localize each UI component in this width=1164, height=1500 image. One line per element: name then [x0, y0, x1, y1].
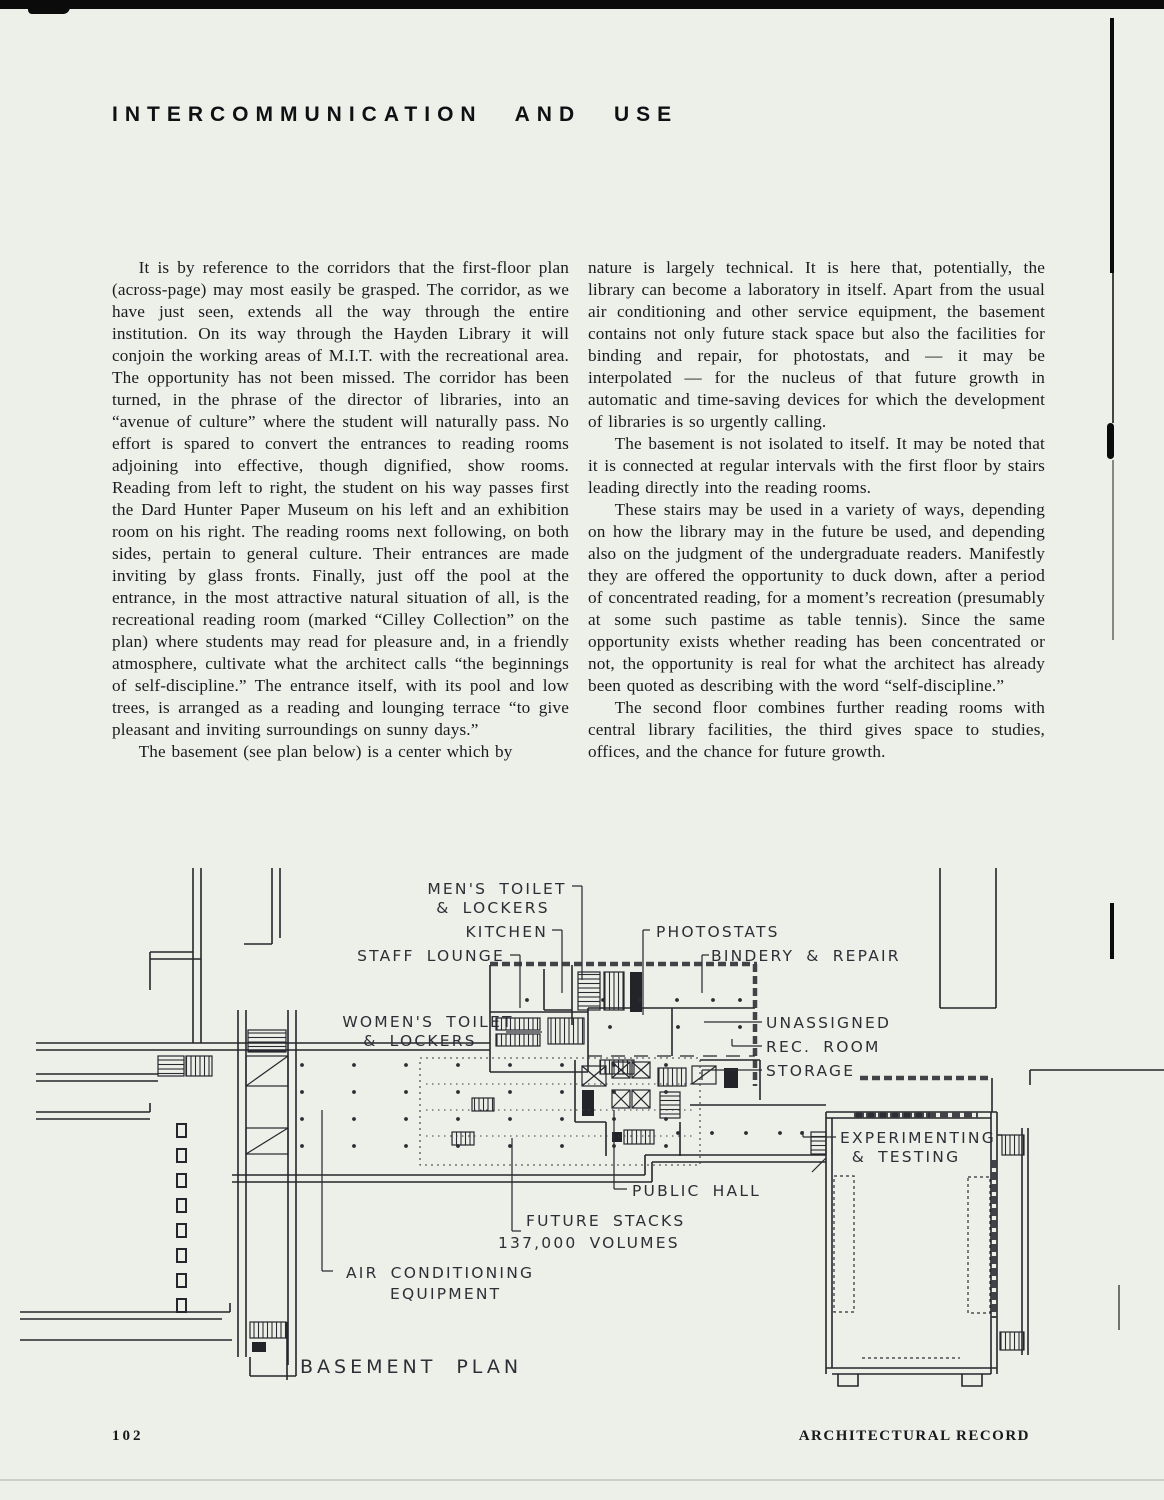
scan-edge-bottom: [0, 1479, 1164, 1481]
label-mens-toilet-2: & LOCKERS: [436, 899, 550, 917]
scan-line-right-lower: [1112, 460, 1114, 640]
page-footer: [112, 1428, 1030, 1445]
paragraph: nature is largely technical. It is here that, potentially, the library can become a laboratory in itself. Apart from the usual air conditioning and other service equipment, the basement contains not only future stack space but also the facilities for binding and repair, for photostats, and — it may be interpolated — for the nucleus of that future growth in automatic and time-saving devices for which the development of libraries is so urgently calling.: [588, 258, 1045, 431]
article-right-column: [588, 257, 1045, 763]
label-future-stacks-2: 137,000 VOLUMES: [498, 1234, 680, 1252]
label-photostats: PHOTOSTATS: [656, 923, 780, 941]
paragraph: The basement (see plan below) is a center which by: [138, 742, 513, 761]
label-air-conditioning: AIR CONDITIONING: [346, 1264, 535, 1282]
article-left-column: [112, 257, 569, 763]
label-unassigned: UNASSIGNED: [766, 1014, 892, 1032]
label-air-conditioning-2: EQUIPMENT: [390, 1285, 502, 1303]
label-bindery-repair: BINDERY & REPAIR: [711, 947, 901, 965]
scan-blob-right: [1107, 423, 1114, 459]
label-mens-toilet: MEN'S TOILET: [427, 880, 567, 898]
plan-caption: BASEMENT PLAN: [300, 1356, 523, 1378]
label-womens-toilet-2: & LOCKERS: [363, 1032, 477, 1050]
plan-walls: [20, 868, 1164, 1380]
paragraph: These stairs may be used in a variety of ways, depending on how the library may in the future be used, and depending also on the judgment of the undergraduate readers. Manifestly they are offered the opportunity to duck down, after a period of concentrated reading, for a moment’s recreation (presumably at some such pastime as table tennis). Since the same opportunity exists whether reading has been concentrated or not, the opportunity is real for what the architect has already been quoted as describing with the word “self-discipline.”: [588, 500, 1045, 695]
label-public-hall: PUBLIC HALL: [632, 1182, 762, 1200]
label-womens-toilet: WOMEN'S TOILET: [342, 1013, 514, 1031]
label-staff-lounge: STAFF LOUNGE: [357, 947, 505, 965]
label-experimenting: EXPERIMENTING: [840, 1129, 996, 1147]
page-title: INTERCOMMUNICATION AND USE: [112, 103, 679, 126]
scan-line-right-mid: [1112, 273, 1114, 423]
paragraph: The second floor combines further reading rooms with central library facilities, the third gives space to studies, offices, and the chance for future growth.: [588, 698, 1045, 761]
paragraph: The basement is not isolated to itself. It may be noted that it is connected at regular intervals with the first floor by stairs leading directly into the reading rooms.: [588, 434, 1045, 497]
journal-name: ARCHITECTURAL RECORD: [798, 1428, 1030, 1444]
basement-plan-drawing: [0, 860, 1164, 1420]
plan-labels: [300, 880, 996, 1378]
scan-blob-top-left: [28, 0, 70, 14]
label-kitchen: KITCHEN: [465, 923, 548, 941]
label-future-stacks: FUTURE STACKS: [526, 1212, 686, 1230]
label-rec-room: REC. ROOM: [766, 1038, 881, 1056]
scan-edge-top: [0, 0, 1164, 9]
label-experimenting-2: & TESTING: [851, 1148, 961, 1166]
plan-pier-squares: [177, 1124, 186, 1312]
page-number: 102: [112, 1428, 144, 1444]
scan-line-right-upper: [1110, 18, 1114, 273]
label-storage: STORAGE: [766, 1062, 856, 1080]
paragraph: It is by reference to the corridors that the first-floor plan (across-page) may most easily be grasped. The corridor, as we have just seen, extends all the way through the entire institution. On its way through the Hayden Library it will conjoin the working areas of M.I.T. with the recreational area. The opportunity has not been missed. The corridor has been turned, in the phrase of the director of libraries, into an “avenue of culture” where the student will naturally pass. No effort is spared to convert the entrances to reading rooms adjoining into effective, though dignified, show rooms. Reading from left to right, the student on his way passes first the Dard Hunter Paper Museum on his left and an exhibition room on his right. The reading rooms next following, on both sides, pertain to general culture. Their entrances are made inviting by glass fronts. Finally, just off the pool at the entrance, in the most attractive natural situation of all, is the recreational reading room (marked “Cilley Collection” on the plan) where students may read for pleasure and, in a friendly atmosphere, cultivate what the architect calls “the beginnings of self-discipline.” The entrance itself, with its pool and low trees, is arranged as a reading and lounging terrace “to give pleasant and inviting surroundings on sunny days.”: [112, 258, 569, 739]
